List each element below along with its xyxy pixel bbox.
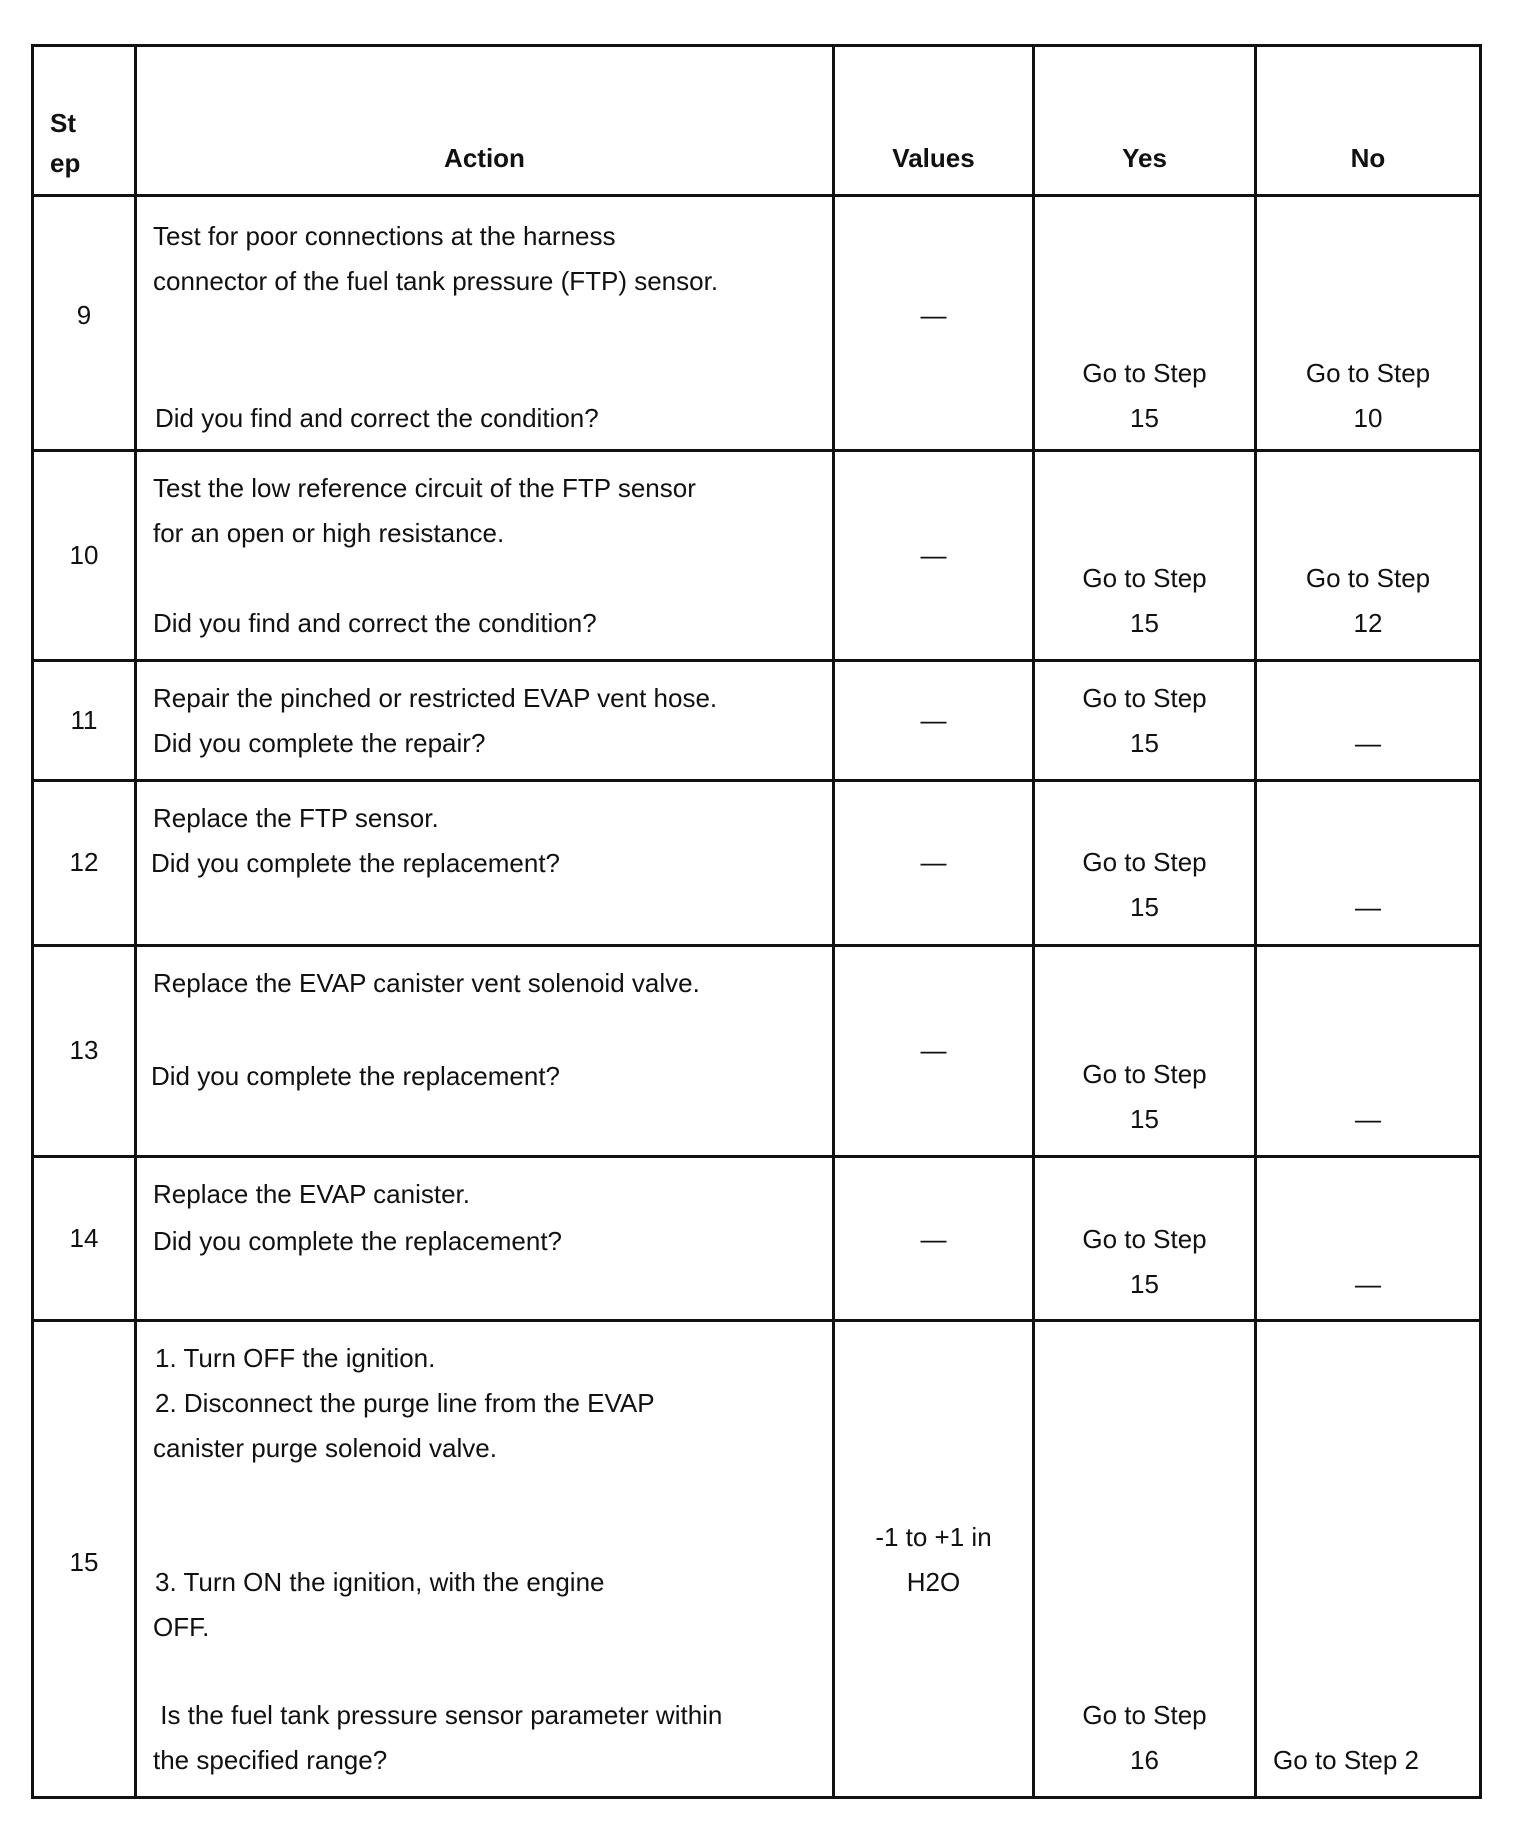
yes-step: 15 [1130, 1269, 1159, 1299]
yes-step: 16 [1130, 1745, 1159, 1775]
header-step-line2: ep [50, 148, 81, 178]
header-row [33, 46, 1481, 196]
header-no-label: No [1350, 143, 1386, 173]
values-text: — [920, 540, 947, 570]
header-no [1256, 46, 1481, 196]
action-step-1: 1. Turn OFF the ignition. [155, 1343, 436, 1373]
no-text: Go to Step [1305, 358, 1431, 388]
step-cell [33, 781, 136, 946]
no-text: Go to Step 2 [1273, 1745, 1419, 1775]
action-text: Replace the FTP sensor. [153, 803, 439, 833]
yes-cell [1034, 781, 1256, 946]
diagnostic-table [31, 44, 1482, 1799]
header-values [834, 46, 1034, 196]
values-text: — [920, 705, 947, 735]
yes-text: Go to Step [1082, 1059, 1207, 1089]
action-text: Replace the EVAP canister. [153, 1179, 471, 1209]
yes-step: 15 [1130, 728, 1159, 758]
action-question: Did you find and correct the condition? [153, 608, 597, 638]
table-row [33, 1321, 1481, 1798]
header-yes [1034, 46, 1256, 196]
action-cell [136, 451, 834, 661]
step-number: 14 [69, 1223, 99, 1253]
step-cell [33, 451, 136, 661]
values-unit: H2O [906, 1567, 961, 1597]
action-cell [136, 661, 834, 781]
no-text: — [1355, 1104, 1381, 1134]
no-cell [1256, 196, 1481, 451]
action-cell [136, 1157, 834, 1321]
action-text: Repair the pinched or restricted EVAP vent hose. [153, 683, 718, 713]
table-row [33, 196, 1481, 451]
action-question: Is the fuel tank pressure sensor parameter within [153, 1700, 723, 1730]
values-cell [834, 1321, 1034, 1798]
action-cell [136, 1321, 834, 1798]
step-cell [33, 1321, 136, 1798]
step-number: 12 [69, 847, 99, 877]
no-step: 10 [1353, 403, 1383, 433]
values-cell [834, 781, 1034, 946]
values-cell [834, 451, 1034, 661]
table-row [33, 451, 1481, 661]
yes-text: Go to Step [1082, 358, 1207, 388]
yes-step: 15 [1130, 1104, 1159, 1134]
action-step-2-cont: canister purge solenoid valve. [153, 1433, 497, 1463]
step-number: 11 [70, 705, 98, 735]
yes-cell [1034, 1157, 1256, 1321]
action-text: Replace the EVAP canister vent solenoid valve. [153, 968, 700, 998]
step-number: 9 [76, 300, 92, 330]
no-step: 12 [1353, 608, 1383, 638]
header-action-label: Action [444, 143, 525, 173]
yes-text: Go to Step [1082, 1700, 1207, 1730]
action-text: connector of the fuel tank pressure (FTP) sensor. [153, 266, 719, 296]
header-action [136, 46, 834, 196]
no-cell [1256, 1321, 1481, 1798]
action-cell [136, 196, 834, 451]
values-cell [834, 1157, 1034, 1321]
yes-step: 15 [1130, 403, 1159, 433]
action-step-3: 3. Turn ON the ignition, with the engine [155, 1567, 605, 1597]
action-question: Did you complete the repair? [153, 728, 486, 758]
action-step-3-cont: OFF. [153, 1612, 210, 1642]
action-text: for an open or high resistance. [153, 518, 505, 548]
values-text: — [920, 1035, 947, 1065]
header-yes-label: Yes [1122, 143, 1167, 173]
yes-cell [1034, 1321, 1256, 1798]
action-cell [136, 781, 834, 946]
no-text: — [1355, 892, 1381, 922]
yes-text: Go to Step [1082, 683, 1207, 713]
action-question: Did you complete the replacement? [151, 848, 561, 878]
values-range: -1 to +1 in [875, 1522, 992, 1552]
yes-cell [1034, 661, 1256, 781]
no-text: — [1355, 1269, 1381, 1299]
yes-text: Go to Step [1082, 563, 1207, 593]
header-step [33, 46, 136, 196]
action-cell [136, 946, 834, 1157]
step-cell [33, 661, 136, 781]
table-row [33, 781, 1481, 946]
header-step-line1: St [50, 108, 76, 138]
step-number: 13 [69, 1035, 99, 1065]
table-row [33, 1157, 1481, 1321]
action-question: Did you find and correct the condition? [155, 403, 599, 433]
values-text: — [920, 1224, 947, 1254]
values-cell [834, 946, 1034, 1157]
yes-cell [1034, 196, 1256, 451]
values-cell [834, 196, 1034, 451]
yes-step: 15 [1130, 892, 1159, 922]
no-cell [1256, 781, 1481, 946]
action-text: Test for poor connections at the harness [153, 221, 616, 251]
no-text: — [1355, 728, 1381, 758]
values-text: — [920, 847, 947, 877]
no-cell [1256, 946, 1481, 1157]
action-question: Did you complete the replacement? [151, 1061, 561, 1091]
step-cell [33, 946, 136, 1157]
yes-text: Go to Step [1082, 1224, 1207, 1254]
action-question-cont: the specified range? [153, 1745, 388, 1775]
step-number: 15 [69, 1547, 99, 1577]
no-cell [1256, 451, 1481, 661]
yes-cell [1034, 946, 1256, 1157]
action-step-2: 2. Disconnect the purge line from the EVAP [155, 1388, 655, 1418]
values-text: — [920, 300, 947, 330]
step-cell [33, 196, 136, 451]
yes-step: 15 [1130, 608, 1159, 638]
table-row [33, 661, 1481, 781]
action-question: Did you complete the replacement? [153, 1226, 563, 1256]
action-text: Test the low reference circuit of the FTP sensor [153, 473, 696, 503]
no-text: Go to Step [1305, 563, 1431, 593]
table-row [33, 946, 1481, 1157]
yes-text: Go to Step [1082, 847, 1207, 877]
header-values-label: Values [892, 143, 975, 173]
no-cell [1256, 661, 1481, 781]
step-number: 10 [69, 540, 99, 570]
step-cell [33, 1157, 136, 1321]
no-cell [1256, 1157, 1481, 1321]
yes-cell [1034, 451, 1256, 661]
values-cell [834, 661, 1034, 781]
